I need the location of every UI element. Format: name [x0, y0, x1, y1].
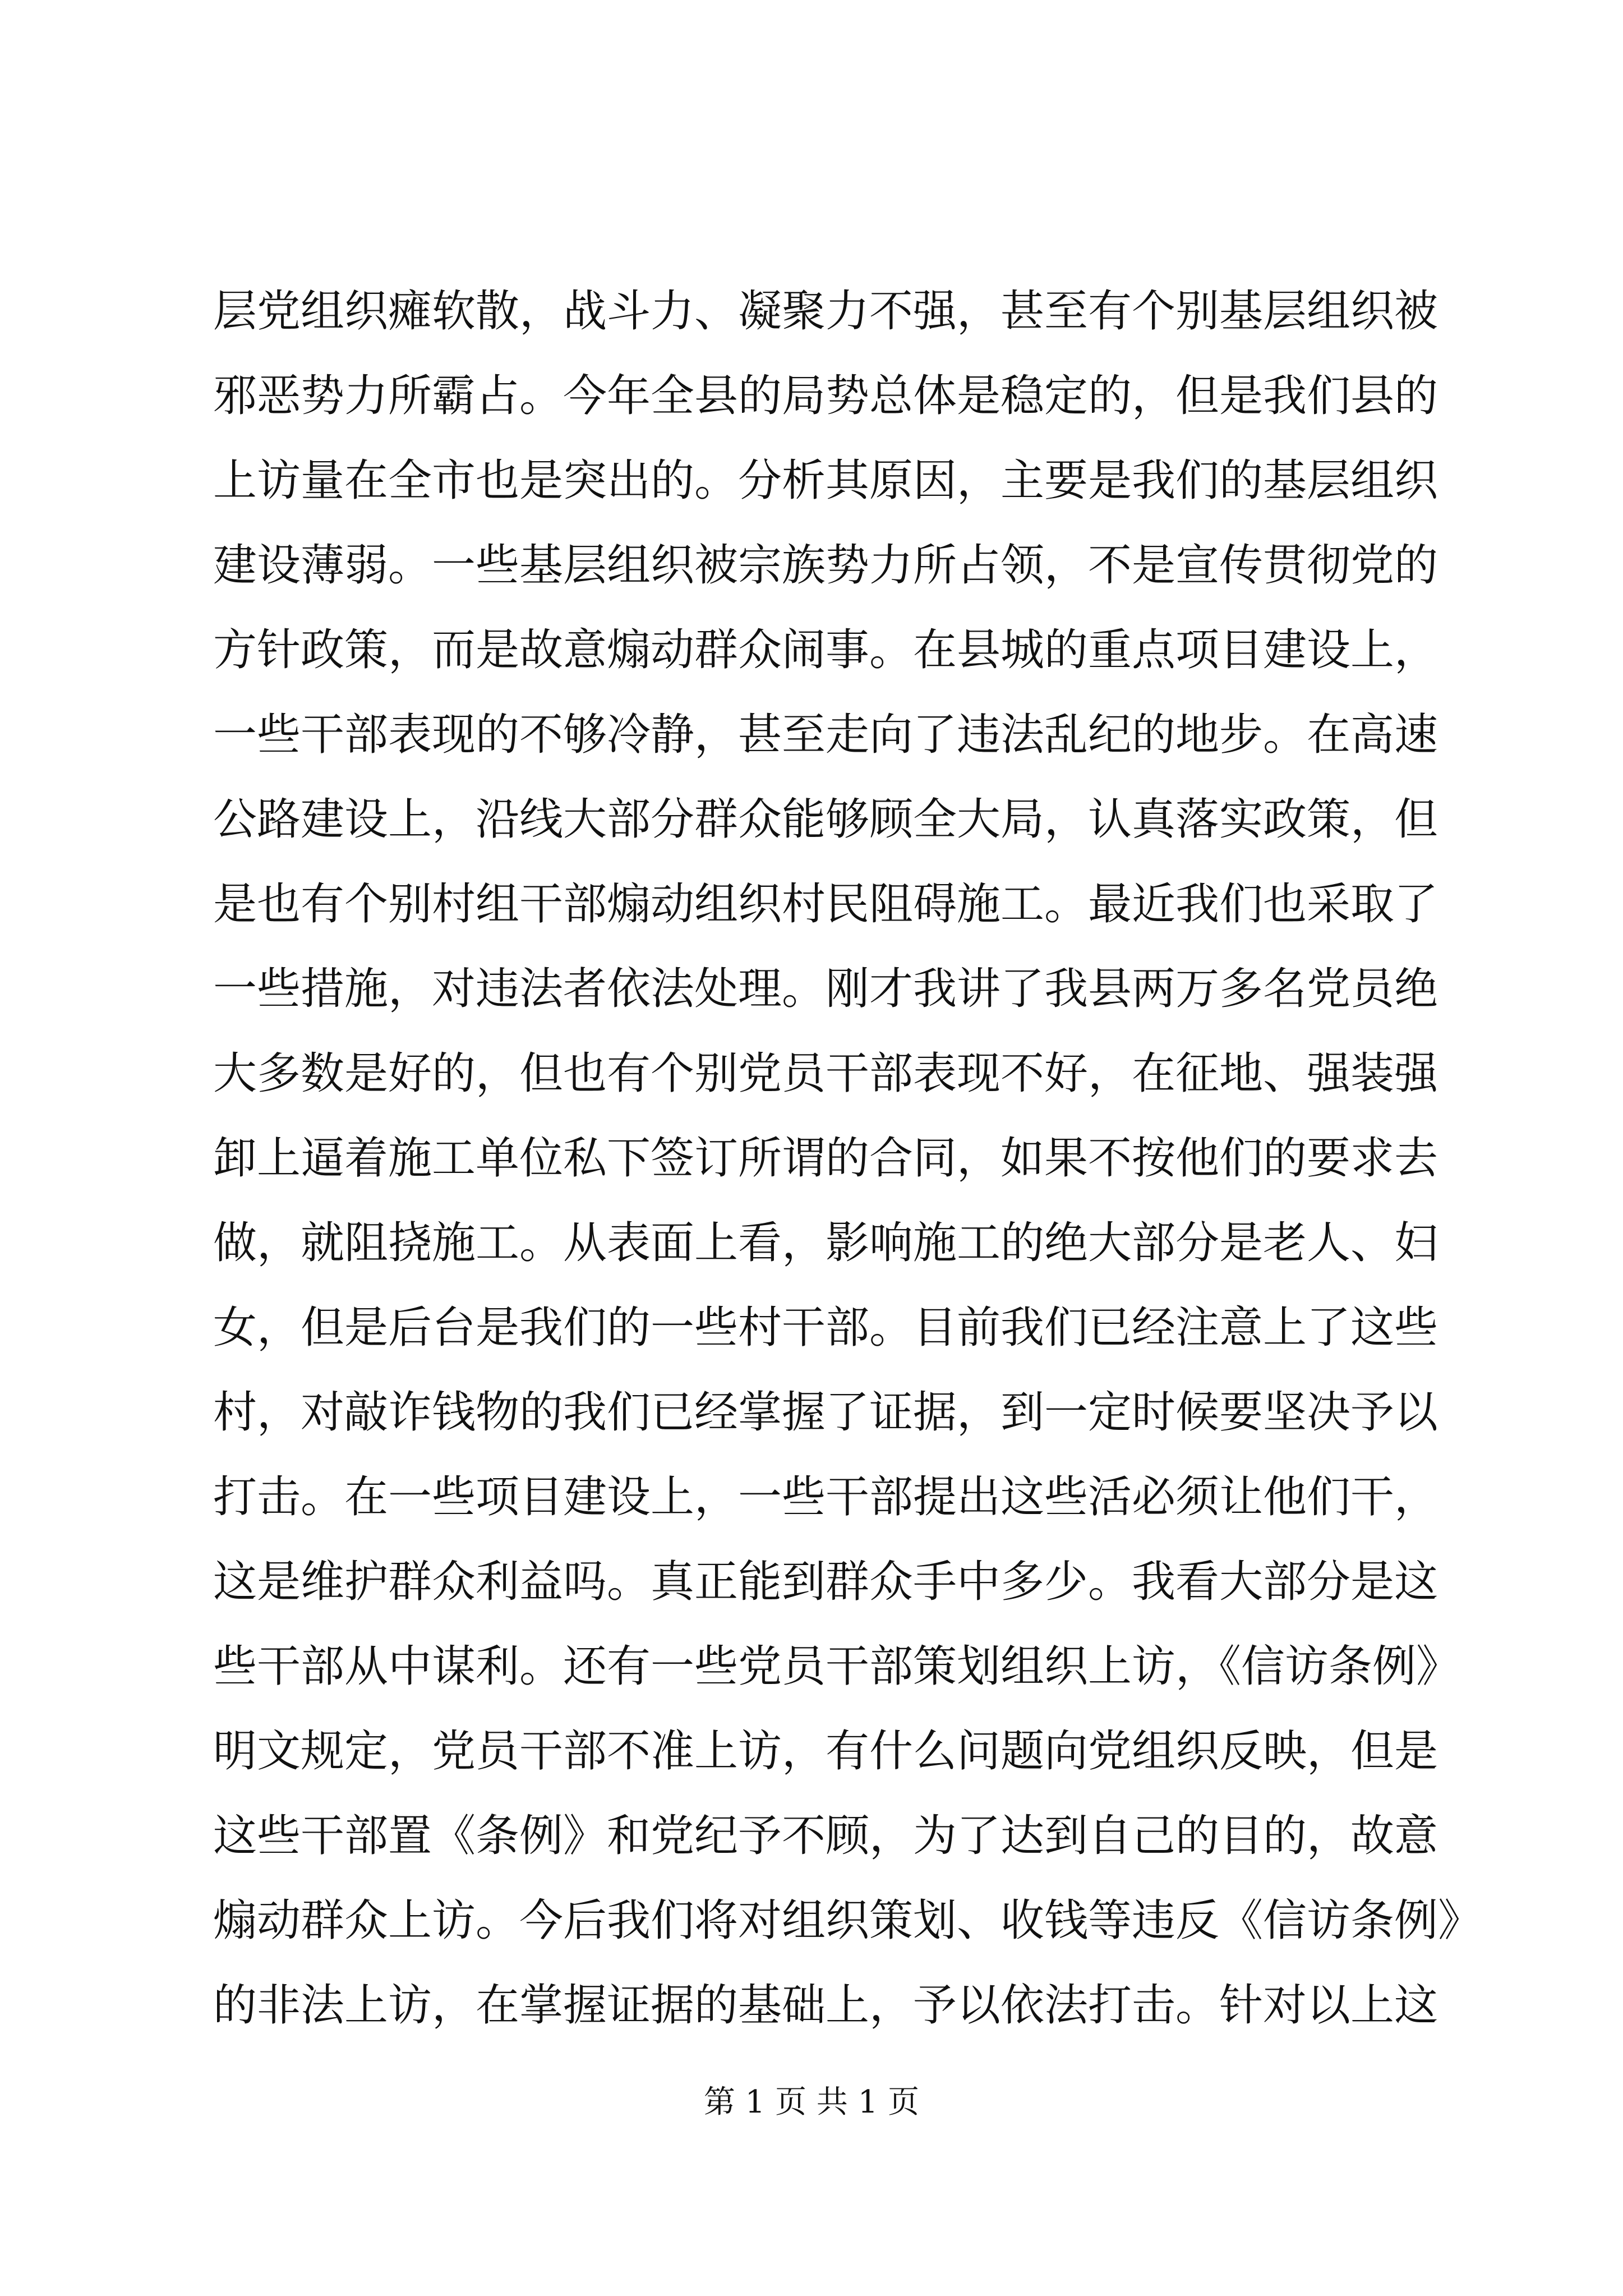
- text-line: 建设薄弱。一些基层组织被宗族势力所占领，不是宣传贯彻党的: [213, 540, 1438, 591]
- text-line: 方针政策，而是故意煽动群众闹事。在县城的重点项目建设上，: [213, 625, 1438, 675]
- text-line: 上访量在全市也是突出的。分析其原因，主要是我们的基层组织: [213, 455, 1438, 506]
- text-line: 一些干部表现的不够冷静，甚至走向了违法乱纪的地步。在高速: [213, 710, 1438, 760]
- page-footer: 第 1 页 共 1 页: [703, 2084, 920, 2120]
- text-line: 这是维护群众利益吗。真正能到群众手中多少。我看大部分是这: [213, 1557, 1438, 1607]
- text-line: 这些干部置《条例》和党纪予不顾，为了达到自己的目的，故意: [213, 1811, 1438, 1861]
- text-line: 层党组织瘫软散，战斗力、凝聚力不强，甚至有个别基层组织被: [213, 286, 1438, 337]
- text-line: 大多数是好的，但也有个别党员干部表现不好，在征地、强装强: [213, 1048, 1438, 1099]
- text-line: 的非法上访，在掌握证据的基础上，予以依法打击。针对以上这: [213, 1980, 1438, 2031]
- text-line: 煽动群众上访。今后我们将对组织策划、收钱等违反《信访条例》: [213, 1895, 1482, 1946]
- text-line: 公路建设上，沿线大部分群众能够顾全大局，认真落实政策，但: [213, 794, 1438, 845]
- text-line: 是也有个别村组干部煽动组织村民阻碍施工。最近我们也采取了: [213, 879, 1438, 930]
- body-text: [213, 269, 1482, 2048]
- text-line: 做，就阻挠施工。从表面上看，影响施工的绝大部分是老人、妇: [213, 1218, 1438, 1268]
- text-line: 些干部从中谋利。还有一些党员干部策划组织上访，《信访条例》: [213, 1641, 1460, 1692]
- text-line: 村，对敲诈钱物的我们已经掌握了证据，到一定时候要坚决予以: [213, 1387, 1438, 1438]
- text-line: 明文规定，党员干部不准上访，有什么问题向党组织反映，但是: [213, 1726, 1438, 1777]
- text-line: 卸上逼着施工单位私下签订所谓的合同，如果不按他们的要求去: [213, 1133, 1438, 1184]
- text-line: 邪恶势力所霸占。今年全县的局势总体是稳定的，但是我们县的: [213, 371, 1438, 421]
- text-line: 女，但是后台是我们的一些村干部。目前我们已经注意上了这些: [213, 1303, 1438, 1353]
- text-line: 打击。在一些项目建设上，一些干部提出这些活必须让他们干，: [213, 1472, 1438, 1522]
- text-line: 一些措施，对违法者依法处理。刚才我讲了我县两万多名党员绝: [213, 964, 1438, 1014]
